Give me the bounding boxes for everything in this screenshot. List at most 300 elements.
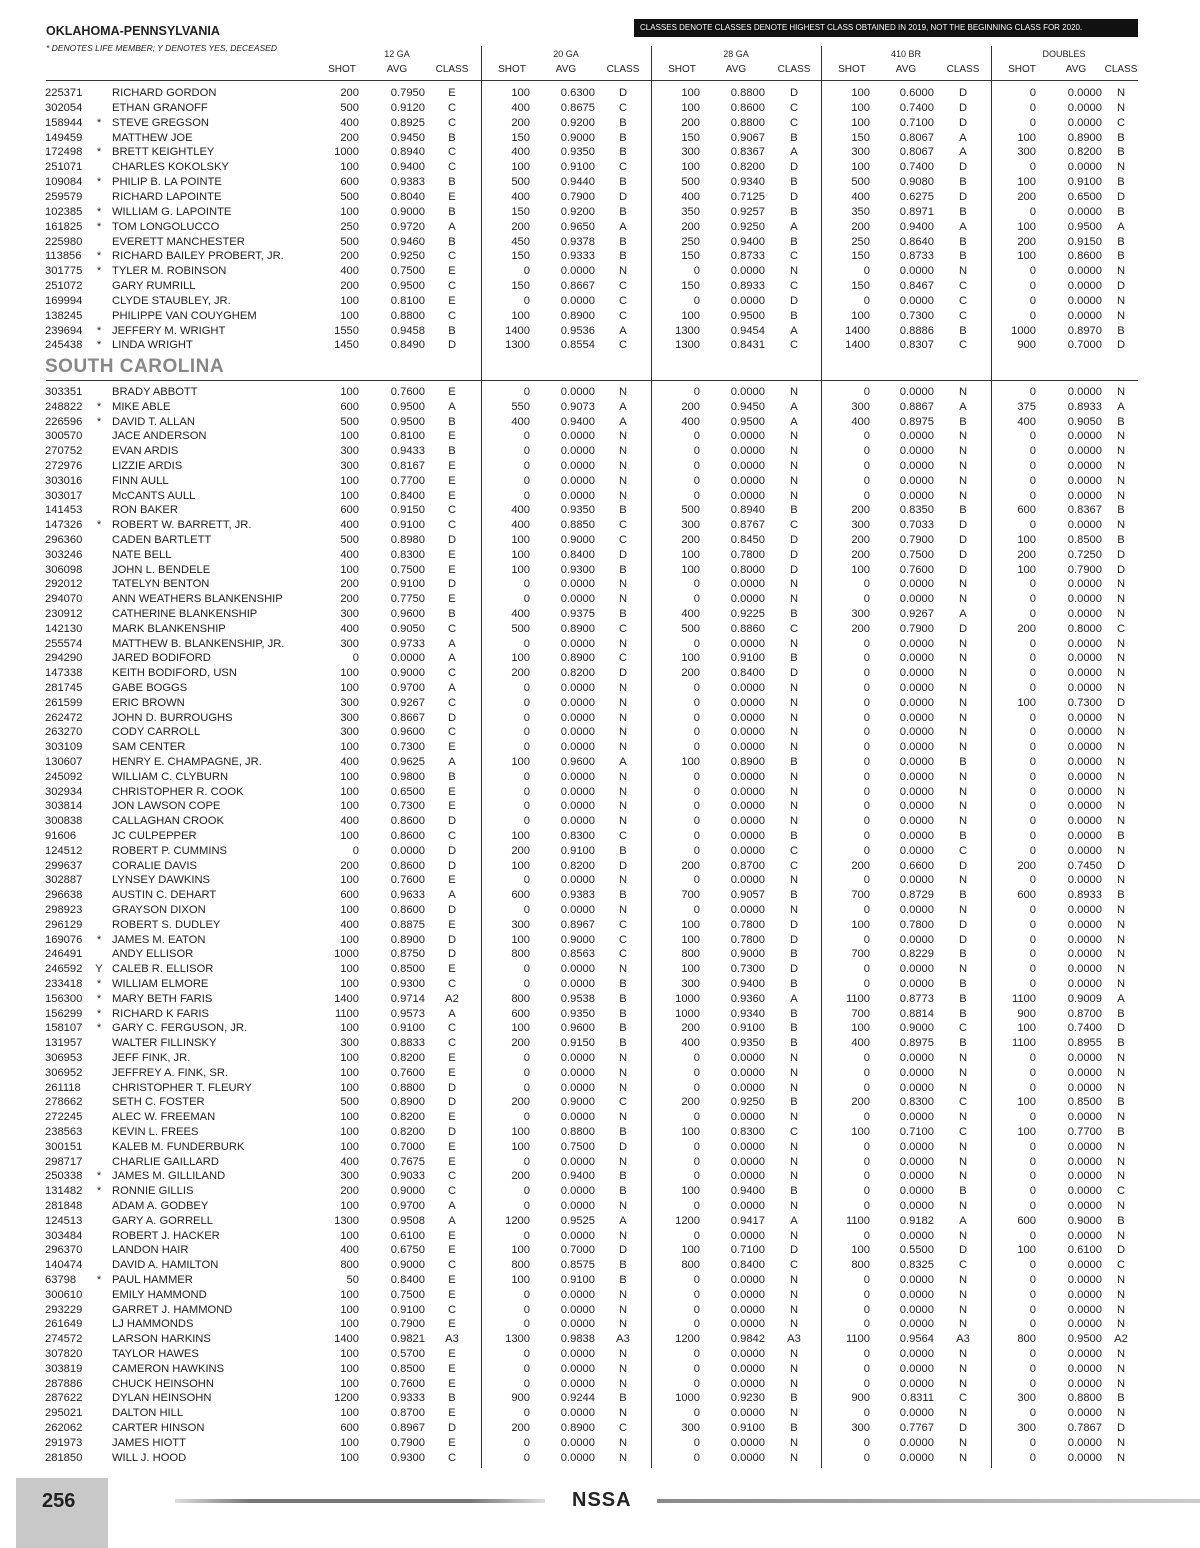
shot-count: 0 xyxy=(523,1200,530,1212)
class: N xyxy=(1116,578,1126,591)
shot-count: 800 xyxy=(1017,1333,1036,1346)
class: B xyxy=(448,445,456,458)
average: 0.8500 xyxy=(390,963,425,976)
average: 0.0000 xyxy=(899,1155,934,1168)
member-id: 291973 xyxy=(45,1436,83,1449)
member-id: 298717 xyxy=(45,1155,83,1168)
average: 0.0000 xyxy=(730,1288,765,1301)
column-header: CLASS xyxy=(777,64,811,75)
average: 0.0000 xyxy=(560,1451,595,1464)
shooter-name: CORALIE DAVIS xyxy=(112,859,197,872)
average: 0.0000 xyxy=(1067,904,1102,916)
shot-count: 0 xyxy=(863,682,870,694)
shot-count: 0 xyxy=(863,1111,870,1124)
shot-count: 0 xyxy=(1029,280,1036,293)
class: B xyxy=(1117,250,1125,263)
average: 0.8867 xyxy=(899,400,934,413)
shot-count: 0 xyxy=(523,1303,530,1316)
member-id: 303109 xyxy=(45,741,83,754)
shooter-name: RICHARD LAPOINTE xyxy=(112,190,222,203)
class: B xyxy=(790,1007,798,1020)
member-id: 225371 xyxy=(45,87,83,99)
member-id: 300151 xyxy=(45,1140,83,1153)
average: 0.9000 xyxy=(560,933,595,946)
shot-count: 200 xyxy=(340,87,359,99)
class: B xyxy=(790,1037,798,1050)
shooter-name: RICHARD BAILEY PROBERT, JR. xyxy=(112,250,284,263)
class: N xyxy=(789,445,799,458)
class: N xyxy=(1116,294,1126,307)
class: A xyxy=(448,220,456,233)
class: N xyxy=(958,1377,968,1390)
class: N xyxy=(1116,1170,1126,1183)
class: B xyxy=(959,992,967,1005)
average: 0.0000 xyxy=(1067,519,1102,532)
class: D xyxy=(618,548,628,561)
class: D xyxy=(958,622,968,635)
average: 0.8900 xyxy=(1067,131,1102,144)
shot-count: 0 xyxy=(693,1451,700,1464)
shot-count: 100 xyxy=(340,1052,359,1064)
member-id: 307820 xyxy=(45,1348,83,1360)
class: B xyxy=(619,146,627,159)
class: D xyxy=(958,87,968,99)
average: 0.0000 xyxy=(560,489,595,502)
class: D xyxy=(618,1140,628,1153)
shot-count: 200 xyxy=(851,1096,870,1109)
average: 0.7600 xyxy=(899,563,934,576)
table-row xyxy=(0,101,1200,116)
shot-count: 200 xyxy=(511,1422,530,1434)
member-id: 303819 xyxy=(45,1362,83,1375)
table-row xyxy=(0,785,1200,800)
average: 0.9080 xyxy=(899,176,934,189)
shot-count: 900 xyxy=(851,1392,870,1405)
class: C xyxy=(618,918,628,931)
class: N xyxy=(1116,1377,1126,1390)
class: A xyxy=(619,756,627,768)
class: B xyxy=(1117,1126,1125,1138)
class: C xyxy=(447,1037,457,1050)
shot-count: 0 xyxy=(1029,1318,1036,1331)
class: N xyxy=(618,1111,628,1124)
class: C xyxy=(618,948,628,961)
shot-count: 100 xyxy=(340,1377,359,1390)
shooter-name: CAMERON HAWKINS xyxy=(112,1362,225,1375)
shot-count: 400 xyxy=(511,504,530,517)
member-flag: * xyxy=(96,992,102,1005)
shot-count: 200 xyxy=(340,1185,359,1198)
class: N xyxy=(1116,963,1126,976)
average: 0.0000 xyxy=(560,978,595,990)
class: E xyxy=(448,548,456,561)
class: D xyxy=(618,667,628,680)
class: N xyxy=(618,1318,628,1331)
average: 0.0000 xyxy=(1067,1155,1102,1168)
class: D xyxy=(618,87,628,99)
average: 0.0000 xyxy=(1067,652,1102,665)
shot-count: 0 xyxy=(863,489,870,502)
class: E xyxy=(448,460,456,472)
average: 0.9400 xyxy=(730,235,765,248)
average: 0.9000 xyxy=(560,131,595,144)
shot-count: 0 xyxy=(863,1185,870,1198)
average: 0.0000 xyxy=(730,770,765,783)
table-row xyxy=(0,992,1200,1007)
shot-count: 100 xyxy=(851,101,870,114)
average: 0.0000 xyxy=(899,1288,934,1301)
shot-count: 1300 xyxy=(675,324,700,337)
shot-count: 0 xyxy=(863,460,870,472)
average: 0.8750 xyxy=(390,948,425,961)
shot-count: 100 xyxy=(851,161,870,174)
shot-count: 0 xyxy=(523,460,530,472)
shot-count: 0 xyxy=(693,1052,700,1064)
average: 0.8700 xyxy=(730,859,765,872)
class: N xyxy=(958,445,968,458)
class: B xyxy=(790,978,798,990)
class: A3 xyxy=(616,1333,630,1346)
shot-count: 100 xyxy=(340,978,359,990)
class: C xyxy=(447,1303,457,1316)
member-id: 261599 xyxy=(45,696,83,709)
shot-count: 0 xyxy=(1029,1185,1036,1198)
average: 0.0000 xyxy=(899,1318,934,1331)
class: N xyxy=(1116,667,1126,680)
class: C xyxy=(447,696,457,709)
shot-count: 200 xyxy=(1017,235,1036,248)
class: B xyxy=(1117,176,1125,189)
shot-count: 100 xyxy=(851,309,870,322)
shot-count: 100 xyxy=(340,785,359,798)
shot-count: 1100 xyxy=(334,1007,359,1020)
average: 0.8900 xyxy=(730,756,765,768)
shot-count: 300 xyxy=(340,1037,359,1050)
average: 0.7500 xyxy=(560,1140,595,1153)
average: 0.8800 xyxy=(390,309,425,322)
class: N xyxy=(958,1303,968,1316)
average: 0.9600 xyxy=(560,1022,595,1035)
table-row xyxy=(0,1066,1200,1081)
shooter-name: PHILIPPE VAN COUYGHEM xyxy=(112,309,257,322)
average: 0.0000 xyxy=(560,1066,595,1079)
average: 0.0000 xyxy=(560,1318,595,1331)
average: 0.0000 xyxy=(730,1052,765,1064)
member-id: 306953 xyxy=(45,1052,83,1064)
shot-count: 0 xyxy=(1029,1052,1036,1064)
average: 0.9225 xyxy=(730,608,765,620)
shot-count: 500 xyxy=(340,190,359,203)
class: C xyxy=(447,309,457,322)
shot-count: 400 xyxy=(1017,415,1036,428)
average: 0.0000 xyxy=(560,741,595,754)
shot-count: 500 xyxy=(511,622,530,635)
shot-count: 400 xyxy=(340,1155,359,1168)
average: 0.7300 xyxy=(390,741,425,754)
average: 0.0000 xyxy=(730,1140,765,1153)
member-id: 158944 xyxy=(45,116,83,129)
shot-count: 0 xyxy=(1029,1259,1036,1272)
shot-count: 100 xyxy=(511,1126,530,1138)
shot-count: 0 xyxy=(523,770,530,783)
table-row xyxy=(0,309,1200,324)
shooter-name: JACE ANDERSON xyxy=(112,430,207,443)
table-row xyxy=(0,859,1200,874)
shot-count: 100 xyxy=(340,1022,359,1035)
member-id: 245438 xyxy=(45,339,83,352)
shooter-name: CATHERINE BLANKENSHIP xyxy=(112,608,258,620)
table-row xyxy=(0,844,1200,859)
shot-count: 500 xyxy=(340,101,359,114)
average: 0.0000 xyxy=(1067,1436,1102,1449)
class: D xyxy=(447,711,457,724)
shooter-name: JC CULPEPPER xyxy=(112,830,197,842)
shot-count: 200 xyxy=(511,1037,530,1050)
average: 0.7900 xyxy=(1067,563,1102,576)
shot-count: 0 xyxy=(693,1229,700,1242)
class: B xyxy=(790,504,798,517)
member-flag: * xyxy=(96,324,102,337)
shot-count: 100 xyxy=(340,904,359,916)
class: C xyxy=(789,844,799,857)
average: 0.0000 xyxy=(560,1436,595,1449)
class: A xyxy=(959,146,967,159)
shot-count: 200 xyxy=(511,1170,530,1183)
class: N xyxy=(1116,265,1126,278)
shot-count: 400 xyxy=(851,415,870,428)
table-row xyxy=(0,220,1200,235)
shot-count: 0 xyxy=(1029,1066,1036,1079)
table-row xyxy=(0,1155,1200,1170)
shot-count: 400 xyxy=(340,815,359,828)
average: 0.7450 xyxy=(1067,859,1102,872)
class: E xyxy=(448,386,456,398)
class: C xyxy=(447,1185,457,1198)
average: 0.0000 xyxy=(899,1362,934,1375)
class: B xyxy=(448,608,456,620)
shot-count: 1100 xyxy=(845,1214,870,1227)
class: A xyxy=(790,992,798,1005)
class: B xyxy=(1117,1392,1125,1405)
class: B xyxy=(790,756,798,768)
class: B xyxy=(959,415,967,428)
average: 0.9600 xyxy=(560,756,595,768)
average: 0.8040 xyxy=(390,190,425,203)
shot-count: 0 xyxy=(523,874,530,887)
average: 0.8600 xyxy=(390,904,425,916)
class: N xyxy=(618,800,628,813)
average: 0.9100 xyxy=(730,1422,765,1434)
table-row xyxy=(0,962,1200,977)
member-id: 303017 xyxy=(45,489,83,502)
average: 0.8400 xyxy=(390,489,425,502)
average: 0.0000 xyxy=(899,1274,934,1286)
average: 0.8367 xyxy=(730,146,765,159)
class: N xyxy=(618,726,628,739)
average: 0.0000 xyxy=(1067,874,1102,887)
shot-count: 0 xyxy=(863,815,870,828)
class: N xyxy=(958,1111,968,1124)
table-row xyxy=(0,1199,1200,1214)
average: 0.9050 xyxy=(390,622,425,635)
shooter-name: CHARLES KOKOLSKY xyxy=(112,161,229,174)
class: A xyxy=(619,220,627,233)
table-row xyxy=(0,131,1200,146)
class: N xyxy=(618,637,628,650)
average: 0.7500 xyxy=(899,548,934,561)
average: 0.7100 xyxy=(730,1244,765,1257)
shot-count: 150 xyxy=(851,131,870,144)
shot-count: 300 xyxy=(1017,146,1036,159)
shot-count: 0 xyxy=(863,1318,870,1331)
table-row xyxy=(0,1125,1200,1140)
shot-count: 250 xyxy=(681,235,700,248)
shooter-name: JARED BODIFORD xyxy=(112,652,211,665)
average: 0.0000 xyxy=(899,637,934,650)
average: 0.9720 xyxy=(390,220,425,233)
shot-count: 0 xyxy=(1029,830,1036,842)
shot-count: 300 xyxy=(340,460,359,472)
member-id: 147338 xyxy=(45,667,83,680)
average: 0.0000 xyxy=(1067,978,1102,990)
class: E xyxy=(448,1288,456,1301)
shot-count: 100 xyxy=(511,563,530,576)
average: 0.8100 xyxy=(390,430,425,443)
average: 0.8400 xyxy=(730,667,765,680)
class: A xyxy=(959,220,967,233)
member-flag: * xyxy=(96,1007,102,1020)
average: 0.0000 xyxy=(730,1377,765,1390)
shot-count: 200 xyxy=(1017,622,1036,635)
shot-count: 300 xyxy=(681,519,700,532)
class: N xyxy=(1116,1140,1126,1153)
class: C xyxy=(618,933,628,946)
average: 0.6100 xyxy=(390,1229,425,1242)
shot-count: 0 xyxy=(523,741,530,754)
member-id: 109084 xyxy=(45,176,83,189)
average: 0.9378 xyxy=(560,235,595,248)
class: E xyxy=(448,1111,456,1124)
class: C xyxy=(958,1022,968,1035)
shot-count: 0 xyxy=(863,652,870,665)
average: 0.0000 xyxy=(560,874,595,887)
class: N xyxy=(1116,918,1126,931)
shooter-name: WILLIAM ELMORE xyxy=(112,978,209,990)
shot-count: 0 xyxy=(1029,1081,1036,1094)
average: 0.8886 xyxy=(899,324,934,337)
average: 0.0000 xyxy=(560,430,595,443)
class: N xyxy=(1116,460,1126,472)
shot-count: 0 xyxy=(863,1451,870,1464)
average: 0.0000 xyxy=(560,1407,595,1420)
shot-count: 0 xyxy=(1029,711,1036,724)
shot-count: 0 xyxy=(693,696,700,709)
average: 0.8067 xyxy=(899,146,934,159)
shooter-name: EVERETT MANCHESTER xyxy=(112,235,245,248)
average: 0.9500 xyxy=(1067,220,1102,233)
shot-count: 0 xyxy=(863,1229,870,1242)
class: N xyxy=(789,770,799,783)
class: C xyxy=(618,1422,628,1434)
class: D xyxy=(958,534,968,546)
average: 0.9536 xyxy=(560,324,595,337)
shooter-name: CADEN BARTLETT xyxy=(112,534,212,546)
average: 0.0000 xyxy=(560,1111,595,1124)
class: B xyxy=(1117,534,1125,546)
class: N xyxy=(618,1407,628,1420)
average: 0.0000 xyxy=(1067,489,1102,502)
table-row xyxy=(0,711,1200,726)
class: D xyxy=(447,534,457,546)
average: 0.8367 xyxy=(1067,504,1102,517)
class: N xyxy=(789,1200,799,1212)
shot-count: 0 xyxy=(1029,1288,1036,1301)
shot-count: 0 xyxy=(1029,445,1036,458)
shot-count: 100 xyxy=(340,474,359,487)
class: C xyxy=(789,622,799,635)
average: 0.9333 xyxy=(560,250,595,263)
member-id: 233418 xyxy=(45,978,83,990)
shot-count: 0 xyxy=(693,1407,700,1420)
class: C xyxy=(958,1126,968,1138)
shot-count: 0 xyxy=(1029,608,1036,620)
shooter-name: MARY BETH FARIS xyxy=(112,992,213,1005)
shot-count: 1000 xyxy=(675,1007,700,1020)
class: N xyxy=(958,1362,968,1375)
average: 0.7000 xyxy=(390,1140,425,1153)
shot-count: 0 xyxy=(863,830,870,842)
average: 0.0000 xyxy=(899,874,934,887)
class: N xyxy=(789,1155,799,1168)
class: D xyxy=(447,844,457,857)
shooter-name: CALLAGHAN CROOK xyxy=(112,815,224,828)
shooter-name: EMILY HAMMOND xyxy=(112,1288,207,1301)
shot-count: 300 xyxy=(681,1422,700,1434)
shot-count: 100 xyxy=(340,830,359,842)
class: C xyxy=(789,116,799,129)
shot-count: 100 xyxy=(340,1318,359,1331)
shot-count: 0 xyxy=(863,756,870,768)
class: N xyxy=(789,711,799,724)
class: N xyxy=(789,1140,799,1153)
average: 0.9340 xyxy=(730,1007,765,1020)
class: N xyxy=(1116,430,1126,443)
member-flag: * xyxy=(96,415,102,428)
average: 0.8500 xyxy=(1067,534,1102,546)
class: N xyxy=(618,1155,628,1168)
shot-count: 0 xyxy=(693,1303,700,1316)
shot-count: 600 xyxy=(340,889,359,902)
class: N xyxy=(618,963,628,976)
class: N xyxy=(958,1140,968,1153)
shooter-name: ERIC BROWN xyxy=(112,696,185,709)
class: C xyxy=(447,830,457,842)
shooter-name: ADAM A. GODBEY xyxy=(112,1200,209,1212)
shot-count: 100 xyxy=(340,1362,359,1375)
shot-count: 800 xyxy=(681,1259,700,1272)
member-id: 156299 xyxy=(45,1007,83,1020)
member-flag: * xyxy=(96,978,102,990)
average: 0.8667 xyxy=(560,280,595,293)
shot-count: 600 xyxy=(511,1007,530,1020)
class: N xyxy=(958,696,968,709)
average: 0.6100 xyxy=(1067,1244,1102,1257)
average: 0.7900 xyxy=(390,1318,425,1331)
class: A xyxy=(959,608,967,620)
shot-count: 0 xyxy=(523,637,530,650)
shot-count: 0 xyxy=(693,1066,700,1079)
shot-count: 0 xyxy=(693,460,700,472)
